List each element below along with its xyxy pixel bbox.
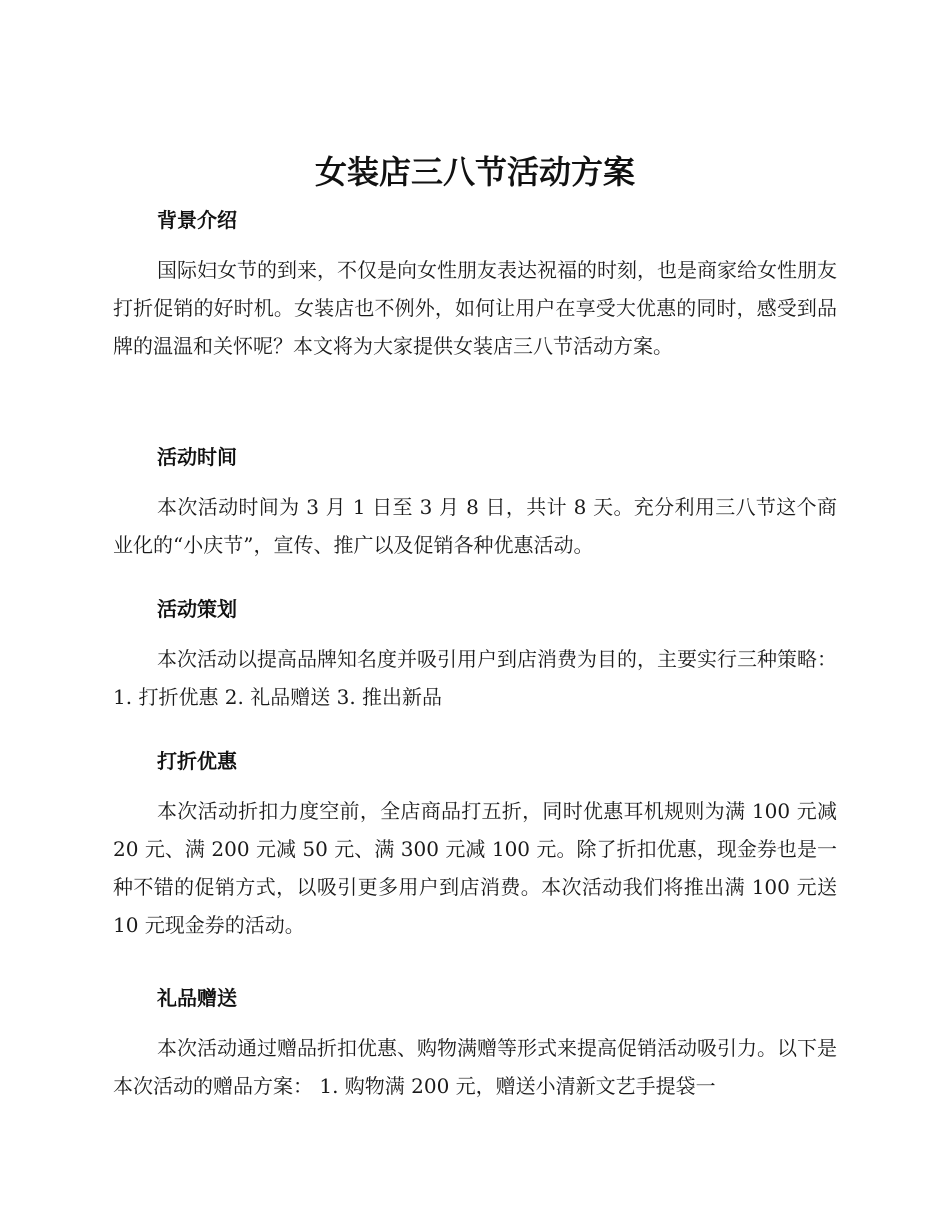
section-gifts xyxy=(113,981,837,1105)
section-planning xyxy=(113,592,837,716)
section-paragraph: 本次活动以提高品牌知名度并吸引用户到店消费为目的，主要实行三种策略： 1. 打折优惠 2. 礼品赠送 3. 推出新品 xyxy=(113,647,837,709)
section-heading: 打折优惠 xyxy=(157,749,237,773)
section-paragraph: 本次活动通过赠品折扣优惠、购物满赠等形式来提高促销活动吸引力。以下是本次活动的赠品方案： 1. 购物满 200 元，赠送小清新文艺手提袋一 xyxy=(113,1036,837,1098)
section-paragraph: 国际妇女节的到来，不仅是向女性朋友表达祝福的时刻，也是商家给女性朋友打折促销的好时机。女装店也不例外，如何让用户在享受大优惠的同时，感受到品牌的温温和关怀呢？本文将为大家提供女装店三八节活动方案。 xyxy=(113,258,837,358)
section-paragraph: 本次活动时间为 3 月 1 日至 3 月 8 日，共计 8 天。充分利用三八节这个商业化的“小庆节”，宣传、推广以及促销各种优惠活动。 xyxy=(113,495,837,557)
page-title: 女装店三八节活动方案 xyxy=(314,153,635,191)
section-heading: 活动策划 xyxy=(157,597,237,621)
section-heading: 背景介绍 xyxy=(157,208,237,232)
section-heading: 礼品赠送 xyxy=(157,986,237,1010)
section-paragraph: 本次活动折扣力度空前，全店商品打五折，同时优惠耳机规则为满 100 元减 20 元、满 200 元减 50 元、满 300 元减 100 元。除了折扣优惠，现金券也是一种不错的促销方式，以吸引更多用户到店消费。本次活动我们将推出满 100 元送 10 元现金券的活动。 xyxy=(113,799,837,937)
section-discount xyxy=(113,744,837,944)
section-background xyxy=(113,203,837,365)
section-time xyxy=(113,440,837,564)
section-heading: 活动时间 xyxy=(157,445,237,469)
